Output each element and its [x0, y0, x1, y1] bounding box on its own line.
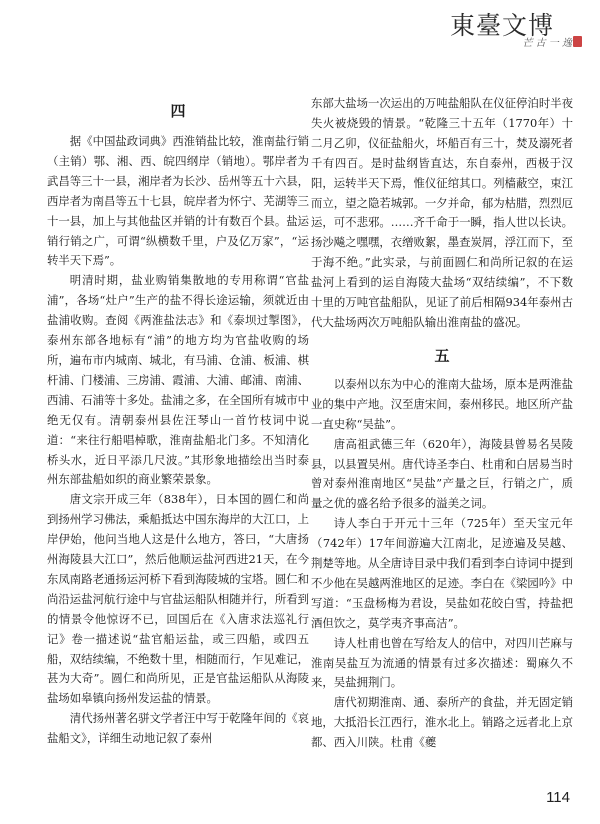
- section-heading-five: 五: [434, 346, 450, 365]
- paragraph-continued: 东部大盐场一次运出的万吨盐船队在仪征停泊时半夜失火被烧毁的情景。“乾隆三十五年（1770年）十二月乙卯，仪征盐船火，坏船百有三十，焚及溺死者千有四百。是时盐纲皆直达，东自泰州，西极于汉阳，运转半天下焉，惟仪征绾其口。列樯蔽空，束江而立，望之隐若城郭。一夕并命，郁为枯腊，烈烈厄运，可不悲邪。……齐千命于一瞬，指人世以长诀。扬沙飚之嘿嘿，衣缯败絮，墨查炭屑，浮江而下，至于海不绝。”此实录，与前面圆仁和尚所记叙的在运盐河上看到的运自海陵大盐场“双结续编”，不下数十里的万吨官盐船队，见证了前后相隔934年泰州古代大盐场两次万吨船队输出淮南盐的盛况。: [311, 96, 573, 329]
- paragraph: 明清时期，盐业购销集散地的专用称谓“官盐浦”，各场“灶户”生产的盐不得长途运输，须就近由盐浦收购。查阅《两淮盐法志》和《泰坝过掣图》，泰州东部各地标有“浦”的地方均为官盐收购的场所，遍布市内城南、城北，有马浦、仓浦、板浦、棋杆浦、门楼浦、三房浦、霞浦、大浦、邮浦、南浦、西浦、石浦等十多处。盐浦之多，在全国所有城市中绝无仅有。清朝泰州县佐汪琴山一首竹枝词中说道：“来往行船唱棹歌，淮南盐船北门多。不知清化桥头水，近日平添几尺波。”其形象地描绘出当时泰州东部盐船如织的商业繁荣景象。: [47, 273, 309, 487]
- masthead: [382, 6, 582, 54]
- section-heading-four: 四: [170, 102, 186, 120]
- paragraph: 唐代初期淮南、通、泰所产的食盐，并无固定销地，大抵沿长江西行，淮水北上。销路之远者北上京都、西入川陕。杜甫《夔: [311, 695, 574, 750]
- paragraph: 据《中国盐政词典》西淮销盐比较，淮南盐行销（主销）鄂、湘、西、皖四纲岸（销地）。鄂岸者为武昌等三十一县，湘岸者为长沙、岳州等五十六县，西岸者为南昌等五十七县，皖岸者为怀宁、芜湖等三十一县，加上与其他盐区并销的计有数百个县。盐运销行销之广，可谓“纵横数千里，户及亿万家”，“运转半天下焉”。: [47, 134, 310, 268]
- paragraph: 诗人李白于开元十三年（725年）至天宝元年（742年）17年间游遍大江南北，足迹遍及吴越、荆楚等地。从全唐诗目录中我们看到李白诗词中提到不少他在吴越两淮地区的足迹。李白在《梁园吟》中写道：“玉盘杨梅为君设，吴盐如花皎白雪，持盐把酒但饮之，莫学夷齐事高洁”。: [311, 516, 573, 630]
- seal-stamp-icon: [573, 36, 582, 47]
- paragraph: 诗人杜甫也曾在写给友人的信中，对四川芒麻与淮南吴盐互为流通的情景有过多次描述：蜀麻久不来，吴盐拥荆门。: [311, 635, 574, 690]
- left-column: [47, 96, 309, 749]
- masthead-title: 東臺文博: [449, 11, 554, 40]
- paragraph: 唐文宗开成三年（838年），日本国的圆仁和尚到扬州学习佛法，乘船抵达中国东海岸的大江口，上岸伊始，他问当地人这是什么地方，答曰，“大唐扬州海陵县大江口”，然后他顺运盐河西进21天，在今东凤南路老通扬运河桥下看到海陵城的宝塔。圆仁和尚沿运盐河航行途中与官盐运船队相随并行，所看到的情景令他惊讶不已，回国后在《入唐求法巡礼行记》卷一描述说“盐官船运盐，或三四船，或四五船，双结续编，不绝数十里，相随而行，乍见难记，甚为大奇”。圆仁和尚所见，正是官盐运船队从海陵盐场如皋镇向扬州发运盐的情景。: [47, 492, 309, 706]
- page-number: 114: [546, 789, 570, 806]
- paragraph: 唐高祖武德三年（620年），海陵县曾易名吴陵县，以县置吴州。唐代诗圣李白、杜甫和白居易当时曾对泰州淮南地区“吴盐”产量之巨，行销之广，质量之优的盛名给予很多的溢美之词。: [311, 436, 573, 511]
- masthead-signature: 芒 古 一 逸: [522, 38, 572, 49]
- paragraph: 清代扬州著名骈文学者汪中写于乾隆年间的《哀盐船文》，详细生动地记叙了泰州: [47, 711, 310, 746]
- paragraph: 以泰州以东为中心的淮南大盐场，原本是两淮盐业的集中产地。汉至唐宋间，泰州移民。地区所产盐一直史称“吴盐”。: [311, 376, 574, 431]
- right-column: [311, 94, 573, 753]
